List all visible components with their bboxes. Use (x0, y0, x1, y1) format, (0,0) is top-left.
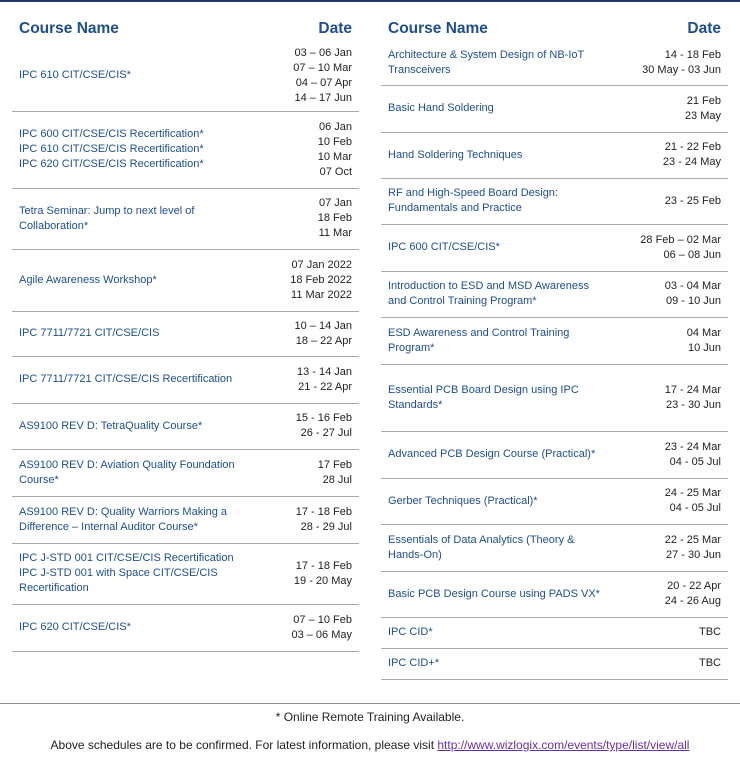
course-name-line: Tetra Seminar: Jump to next level of (19, 204, 195, 217)
course-date: 15 - 16 Feb (295, 412, 352, 424)
course-dates (626, 571, 729, 617)
course-name-line: Introduction to ESD and MSD Awareness (388, 280, 589, 292)
course-date: 23 - 24 May (662, 156, 721, 168)
course-name (381, 431, 626, 478)
course-date: 10 – 14 Jan (294, 319, 352, 332)
course-date: 21 Feb (686, 94, 721, 107)
course-name-line: IPC 600 CIT/CSE/CIS Recertification* (19, 128, 204, 140)
course-name (381, 41, 626, 85)
top-border (0, 0, 740, 2)
course-name-line: Transceivers (388, 63, 451, 76)
course-name-header: Course Name (388, 20, 488, 37)
course-row (381, 132, 728, 178)
course-row (12, 496, 359, 543)
course-date: TBC (699, 626, 721, 638)
course-dates (273, 311, 359, 356)
course-dates (626, 524, 729, 571)
course-date: 07 Jan (318, 197, 352, 209)
course-date: 14 – 17 Jun (294, 91, 352, 104)
course-name (381, 132, 626, 178)
course-dates (273, 249, 359, 311)
course-name-line: IPC 620 CIT/CSE/CIS Recertification* (19, 158, 204, 170)
course-name-line: AS9100 REV D: TetraQuality Course* (19, 419, 203, 432)
course-row (12, 249, 359, 311)
course-name-header: Course Name (19, 20, 119, 37)
course-name (12, 403, 273, 449)
course-dates (273, 403, 359, 449)
course-name-line: Standards* (388, 398, 443, 411)
course-name-line: Essentials of Data Analytics (Theory & (388, 533, 575, 546)
course-row (12, 41, 359, 111)
course-name-line: Difference – Internal Auditor Course* (19, 520, 198, 533)
course-name (381, 364, 626, 431)
course-dates (626, 648, 729, 679)
date-header: Date (318, 20, 352, 37)
date-header: Date (687, 20, 721, 37)
course-dates (626, 617, 729, 648)
course-name-line: Gerber Techniques (Practical)* (388, 494, 538, 507)
course-name (12, 604, 273, 651)
course-name-line: AS9100 REV D: Quality Warriors Making a (19, 505, 228, 518)
course-name-line: IPC 610 CIT/CSE/CIS* (19, 69, 131, 82)
course-row (381, 41, 728, 85)
course-name-line: RF and High-Speed Board Design: (388, 187, 558, 199)
course-date: 04 - 05 Jul (669, 455, 721, 468)
course-dates (273, 604, 359, 651)
course-name (381, 524, 626, 571)
course-name (381, 271, 626, 317)
course-date: 28 Feb – 02 Mar (640, 233, 721, 246)
course-date: 20 - 22 Apr (667, 580, 721, 592)
course-dates (626, 132, 729, 178)
course-dates (626, 41, 729, 85)
course-date: 09 - 10 Jun (665, 295, 721, 307)
course-date: 23 May (684, 109, 721, 122)
header-row (12, 17, 359, 41)
course-name-line: IPC 610 CIT/CSE/CIS Recertification* (19, 143, 204, 155)
course-name (12, 111, 273, 188)
course-date: 19 - 20 May (293, 574, 352, 587)
course-name-line: IPC J-STD 001 with Space CIT/CSE/CIS (19, 567, 218, 579)
course-row (381, 178, 728, 224)
course-name (381, 317, 626, 364)
course-date: 22 - 25 Mar (664, 533, 721, 546)
course-date: 24 - 26 Aug (664, 595, 721, 607)
course-date: 04 – 07 Apr (295, 76, 352, 89)
course-date: 28 Jul (322, 473, 352, 486)
course-name (12, 356, 273, 403)
course-row (381, 648, 728, 679)
course-row (381, 478, 728, 524)
course-row (12, 449, 359, 496)
course-row (381, 224, 728, 271)
course-name (12, 496, 273, 543)
course-dates (273, 356, 359, 403)
course-date: 10 Jun (687, 341, 721, 354)
course-dates (626, 478, 729, 524)
course-name-line: Basic PCB Design Course using PADS VX* (388, 587, 600, 600)
course-date: 11 Mar 2022 (291, 288, 352, 301)
course-name-line: and Control Training Program* (388, 295, 537, 307)
course-row (12, 356, 359, 403)
course-date: 23 - 30 Jun (665, 398, 721, 411)
header-row (381, 17, 728, 41)
course-date: 23 - 25 Feb (664, 194, 721, 207)
course-date: 18 Feb (317, 212, 352, 224)
course-name-line: ESD Awareness and Control Training (388, 326, 570, 339)
course-row (381, 317, 728, 364)
course-dates (626, 85, 729, 132)
course-name-line: IPC 620 CIT/CSE/CIS* (19, 621, 131, 633)
course-date: 17 - 18 Feb (295, 505, 352, 518)
course-name-line: Architecture & System Design of NB-IoT (388, 48, 585, 61)
course-date: 30 May - 03 Jun (642, 63, 721, 76)
events-link[interactable]: http://www.wizlogix.com/events/type/list/view/all (437, 738, 690, 752)
course-date: 04 - 05 Jul (669, 502, 721, 514)
course-date: 03 – 06 Jan (294, 46, 352, 59)
footer-divider (0, 703, 740, 704)
course-row (381, 617, 728, 648)
course-date: 21 - 22 Feb (664, 141, 721, 153)
course-date: 18 – 22 Apr (295, 334, 352, 347)
course-dates (273, 41, 359, 111)
course-date: 06 – 08 Jun (663, 248, 721, 261)
course-date: 13 - 14 Jan (296, 365, 352, 378)
course-row (12, 188, 359, 249)
course-date: 10 Mar (317, 150, 352, 163)
course-date: 07 – 10 Mar (293, 61, 352, 74)
course-date: 06 Jan (318, 120, 352, 133)
footer-text (0, 738, 740, 752)
course-dates (626, 317, 729, 364)
course-table-right (381, 17, 728, 680)
course-name-line: IPC J-STD 001 CIT/CSE/CIS Recertification (19, 552, 234, 564)
course-row (381, 364, 728, 431)
course-name (381, 478, 626, 524)
course-name (381, 571, 626, 617)
course-name-line: IPC CID+* (388, 657, 440, 669)
course-name-line: AS9100 REV D: Aviation Quality Foundation (19, 458, 235, 471)
course-name-line: Course* (19, 473, 59, 486)
course-name-line: Fundamentals and Practice (388, 202, 522, 214)
course-date: 17 Feb (317, 458, 352, 471)
course-date: 07 Jan 2022 (291, 258, 352, 271)
footer-disclaimer: Above schedules are to be confirmed. For latest information, please visit (50, 738, 438, 752)
course-row (381, 431, 728, 478)
course-date: 14 - 18 Feb (664, 48, 721, 61)
course-name-line: IPC 7711/7721 CIT/CSE/CIS Recertification (19, 373, 233, 385)
course-date: 10 Feb (317, 135, 352, 148)
course-name-line: Hand Soldering Techniques (388, 148, 523, 161)
remote-training-note: * Online Remote Training Available. (275, 710, 465, 724)
course-name-line: Recertification (19, 582, 89, 594)
course-row (12, 403, 359, 449)
course-date: 07 Oct (319, 165, 352, 178)
course-name (381, 85, 626, 132)
course-dates (273, 449, 359, 496)
course-dates (626, 431, 729, 478)
course-date: 28 - 29 Jul (300, 520, 352, 533)
course-date: 17 - 24 Mar (664, 383, 721, 396)
course-dates (626, 364, 729, 431)
course-name-line: IPC CID* (388, 626, 433, 638)
course-name (12, 249, 273, 311)
course-date: 24 - 25 Mar (664, 487, 721, 499)
course-name-line: Advanced PCB Design Course (Practical)* (388, 448, 596, 460)
course-row (12, 604, 359, 651)
course-date: 03 - 04 Mar (664, 280, 721, 292)
course-row (381, 271, 728, 317)
course-date: 26 - 27 Jul (300, 427, 352, 439)
course-row (381, 571, 728, 617)
course-dates (626, 224, 729, 271)
course-date: 11 Mar (318, 227, 352, 239)
course-date: TBC (699, 657, 721, 669)
course-name-line: Program* (388, 341, 435, 354)
course-date: 03 – 06 May (291, 628, 352, 641)
course-name (381, 178, 626, 224)
course-dates (273, 543, 359, 604)
course-name-line: Agile Awareness Workshop* (19, 273, 157, 286)
course-name (12, 449, 273, 496)
course-row (381, 85, 728, 132)
course-name (12, 311, 273, 356)
course-name (12, 41, 273, 111)
course-date: 21 - 22 Apr (298, 380, 352, 393)
course-row (12, 543, 359, 604)
course-row (12, 311, 359, 356)
course-name-line: IPC 600 CIT/CSE/CIS* (388, 241, 500, 253)
course-name-line: Hands-On) (388, 548, 442, 561)
course-date: 04 Mar (686, 326, 721, 339)
course-dates (626, 178, 729, 224)
course-dates (626, 271, 729, 317)
course-dates (273, 188, 359, 249)
course-name-line: Collaboration* (19, 219, 89, 232)
course-date: 27 - 30 Jun (665, 548, 721, 561)
course-name-line: Basic Hand Soldering (388, 102, 494, 114)
course-date: 23 - 24 Mar (664, 440, 721, 453)
course-date: 17 - 18 Feb (295, 559, 352, 572)
course-date: 18 Feb 2022 (290, 273, 352, 286)
course-table-left (12, 17, 359, 652)
course-name (12, 188, 273, 249)
course-row (12, 111, 359, 188)
course-name (381, 617, 626, 648)
course-name (381, 648, 626, 679)
course-name-line: Essential PCB Board Design using IPC (388, 383, 579, 396)
course-dates (273, 111, 359, 188)
course-name-line: IPC 7711/7721 CIT/CSE/CIS (19, 327, 160, 339)
course-name (381, 224, 626, 271)
course-date: 07 – 10 Feb (293, 613, 352, 626)
course-row (381, 524, 728, 571)
course-name (12, 543, 273, 604)
course-dates (273, 496, 359, 543)
